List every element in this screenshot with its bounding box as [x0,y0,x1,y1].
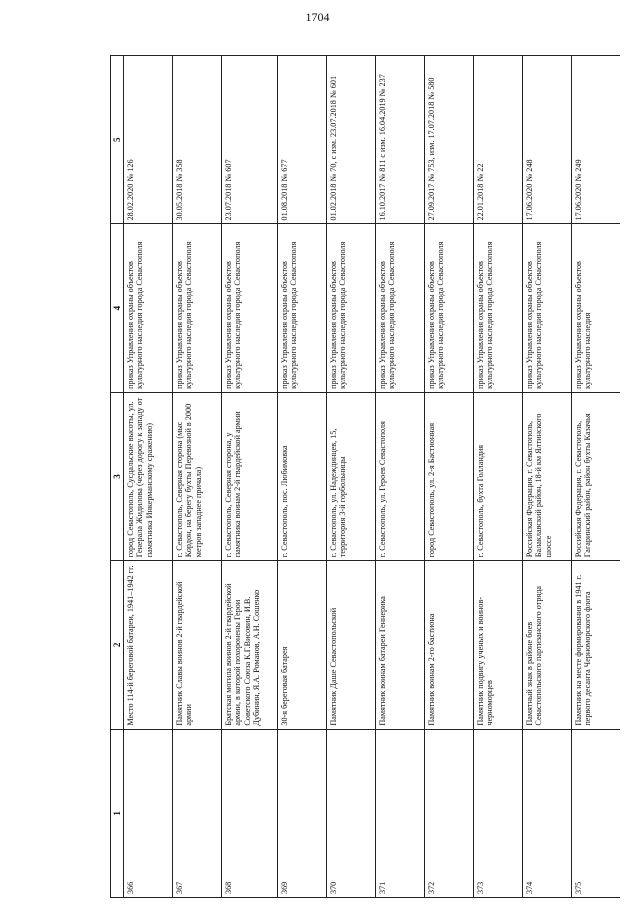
registration-details: 01.02.2018 № 70, с изм. 23.07.2018 № 601 [327,56,376,224]
table-row [572,56,620,898]
row-number: 371 [376,729,425,897]
table-row [523,56,572,898]
monument-address: г. Севастополь, бухта Голландия [474,392,523,560]
protection-document: приказ Управления охраны объектов культурного наследия [572,224,620,392]
header-col-3: 3 [111,392,124,560]
registration-details: 23.07.2018 № 607 [222,56,278,224]
monument-address: Российская Федерация, г. Севастополь, Балаклавский район, 18-й км Ялтинского шоссе [523,392,572,560]
monument-address: г. Севастополь, ул. Героев Севастополя [376,392,425,560]
monument-address: город Севастополь, ул. 2-я Бастионная [425,392,474,560]
table-row [278,56,327,898]
monument-address: г. Севастополь, ул. Надеждинцев, 15, территория 3-й горбольницы [327,392,376,560]
protection-document: приказ Управления охраны объектов культурного наследия города Севастополя [173,224,222,392]
protection-document: приказ Управления охраны объектов культурного наследия города Севастополя [278,224,327,392]
monument-name: Место 114-й береговой батареи, 1941–1942 гг. [124,561,173,729]
monument-name: Памятник Даше Севастопольской [327,561,376,729]
header-col-4: 4 [111,224,124,392]
protection-document: приказ Управления охраны объектов культурного наследия города Севастополя [222,224,278,392]
monument-address: город Севастополь, Сусдальские высоты, ул. Генерала Жидилова (через дорогу к западу от памятника Инкерманскому сражению) [124,392,173,560]
row-number: 375 [572,729,620,897]
monument-address: Российская Федерация, г. Севастополь, Гагаринский район, район бухты Казачья [572,392,620,560]
protection-document: приказ Управления охраны объектов культурного наследия города Севастополя [327,224,376,392]
table-row [124,56,173,898]
table-row [376,56,425,898]
protection-document: приказ Управления охраны объектов культурного наследия города Севастополя [124,224,173,392]
row-number: 372 [425,729,474,897]
protection-document: приказ Управления охраны объектов культурного наследия города Севастополя [523,224,572,392]
row-number: 368 [222,729,278,897]
row-number: 373 [474,729,523,897]
monuments-table [110,55,620,898]
table-container [110,55,620,898]
row-number: 369 [278,729,327,897]
protection-document: приказ Управления охраны объектов культурного наследия города Севастополя [474,224,523,392]
monument-name: Памятник воинам 2-го бастиона [425,561,474,729]
registration-details: 28.02.2020 № 126 [124,56,173,224]
protection-document: приказ Управления охраны объектов культурного наследия города Севастополя [425,224,474,392]
monument-name: Памятник воинам батареи Геннерика [376,561,425,729]
table-row [425,56,474,898]
registration-details: 22.01.2018 № 22 [474,56,523,224]
monument-address: г. Севастополь, Северная сторона, у памятника воинам 2-й гвардейской армии [222,392,278,560]
monument-name: Памятник подвигу ученых и воинов-черноморцев [474,561,523,729]
registration-details: 01.08.2018 № 677 [278,56,327,224]
header-col-1: 1 [111,729,124,897]
row-number: 370 [327,729,376,897]
table-row [327,56,376,898]
row-number: 367 [173,729,222,897]
table-row [173,56,222,898]
monument-address: г. Севастополь, пос. Любимовка [278,392,327,560]
monument-name: Памятник Славы воинов 2-й гвардейской армии [173,561,222,729]
table-row [222,56,278,898]
row-number: 374 [523,729,572,897]
registration-details: 30.05.2018 № 358 [173,56,222,224]
protection-document: приказ Управления охраны объектов культурного наследия города Севастополя [376,224,425,392]
row-number: 366 [124,729,173,897]
header-col-5: 5 [111,56,124,224]
table-row [474,56,523,898]
rotated-table-wrapper [110,55,620,898]
registration-details: 17.06.2020 № 248 [523,56,572,224]
header-col-2: 2 [111,561,124,729]
monument-name: 30-я береговая батарея [278,561,327,729]
registration-details: 27.09.2017 № 753, изм. 17.07.2018 № 580 [425,56,474,224]
monument-name: Братская могила воинов 2-й гвардейской армии, в которой похоронены Герои Советского Союза К.Г.Висовин, И.В. Дубинин, Я.А. Романов, А.Н. Сошенко [222,561,278,729]
registration-details: 17.06.2020 № 249 [572,56,620,224]
registration-details: 16.10.2017 № 811 с изм. 16.04.2019 № 237 [376,56,425,224]
monument-name: Памятник на месте формирования в 1941 г. первого десанта Черноморского флота [572,561,620,729]
monument-address: г. Севастополь, Северная сторона (мыс Кордон, на берегу бухты Перевозной в 2000 метров западнее причала) [173,392,222,560]
table-header-row [111,56,124,898]
monument-name: Памятный знак в районе боев Севастопольского партизанского отряда [523,561,572,729]
page-number: 1704 [305,10,330,24]
